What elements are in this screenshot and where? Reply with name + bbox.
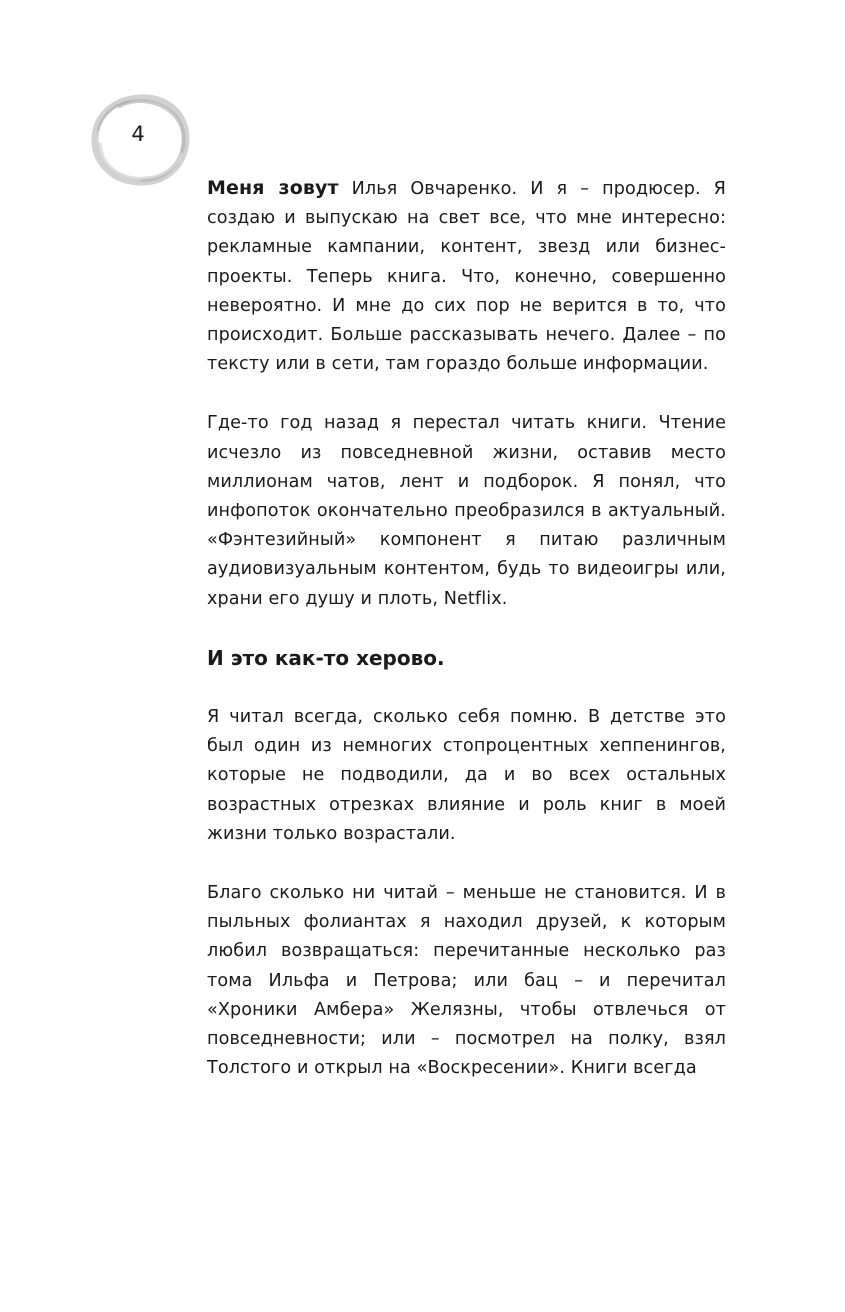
paragraph-childhood-reading: Я читал всегда, сколько себя помню. В детстве это был один из немногих стопроцентных хеппенингов, которые не подводили, да и во всех остальных возрастных отрезках влияние и роль книг в моей жизни только возрастали. [207,707,726,844]
page-number-badge [90,92,190,188]
page-body [207,174,726,1083]
page-number: 4 [131,122,145,146]
paragraph-books-friends: Благо сколько ни читай – меньше не становится. И в пыльных фолиантах я находил друзей, к которым любил возвращаться: перечитанные несколько раз тома Ильфа и Петрова; или бац – и перечитал «Хроники Амбера» Желязны, чтобы отвлечься от повседневности; или – посмотрел на полку, взял Толстого и открыл на «Воскресении». Книги всегда [207,883,726,1079]
section-heading: И это как-то херово. [207,645,445,670]
paragraph-reading-stopped: Где-то год назад я перестал читать книги. Чтение исчезло из повседневной жизни, оставив место миллионам чатов, лент и подборок. Я понял, что инфопоток окончательно преобразился в актуальный. «Фэнтезийный» компонент я питаю различным аудиовизуальным контентом, будь то видеоигры или, храни его душу и плоть, Netflix. [207,413,726,609]
intro-paragraph [207,174,726,379]
intro-lead: Меня зовут [207,177,339,199]
intro-text: Илья Овчаренко. И я – продюсер. Я создаю и выпускаю на свет все, что мне интересно: рекламные кампании, контент, звезд или бизнес-проекты. Теперь книга. Что, конечно, совершенно невероятно. И мне до сих пор не верится в то, что происходит. Больше рассказывать нечего. Далее – по тексту или в сети, там гораздо больше информации. [207,179,727,375]
